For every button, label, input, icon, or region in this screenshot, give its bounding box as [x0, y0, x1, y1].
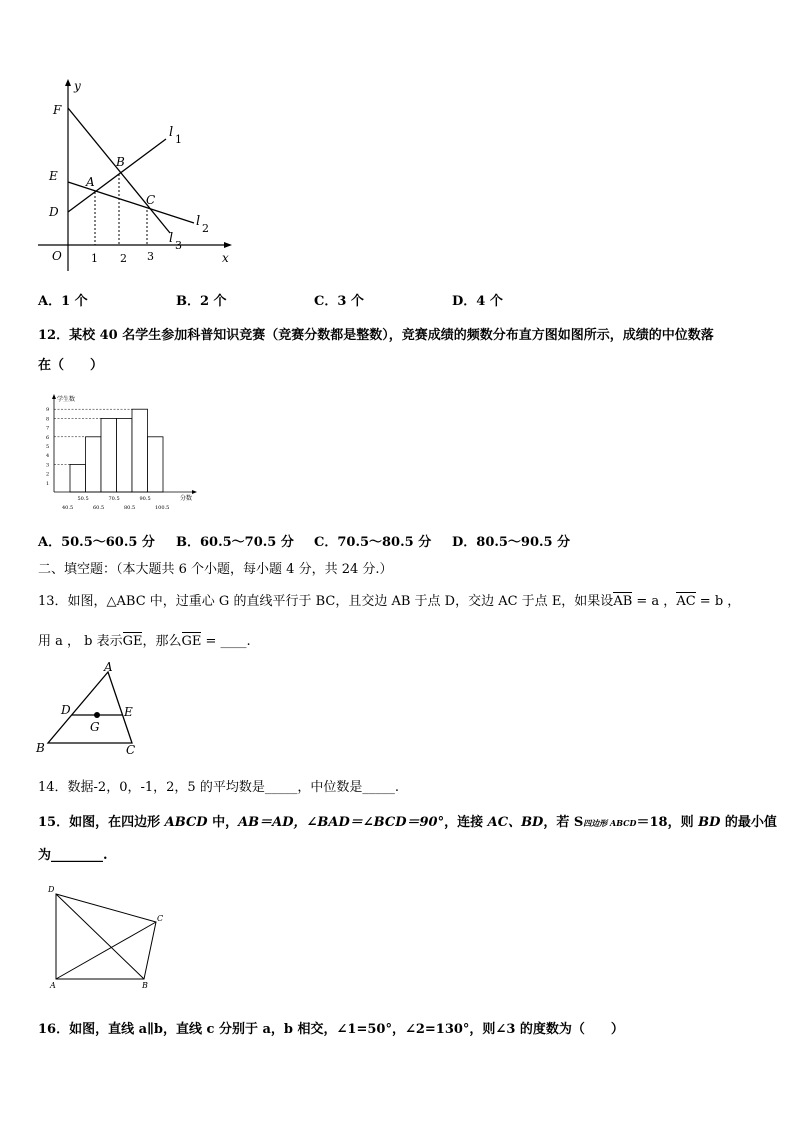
label-D: D	[49, 205, 59, 219]
label-E: E	[124, 705, 133, 719]
label-l3-sub: 3	[175, 239, 182, 252]
label-B: B	[142, 981, 148, 990]
label-x: x	[222, 251, 229, 265]
hist-xtick-label: 70.5	[108, 496, 120, 502]
label-C: C	[126, 743, 136, 757]
label-E: E	[49, 169, 58, 183]
hist-ytick-label: 1	[46, 480, 50, 487]
tick-2: 2	[120, 252, 127, 265]
q15-bd: BD	[698, 815, 721, 830]
section-2-title: 二、填空题：（本大题共 6 个小题，每小题 4 分，共 24 分.）	[38, 562, 393, 577]
q11-option-d[interactable]: D．4 个	[452, 294, 503, 309]
q15-answer-line[interactable]: 为________.	[38, 848, 108, 863]
tick-3: 3	[147, 250, 154, 263]
q13-text-p2-pre: 用 a ， b 表示	[38, 634, 123, 649]
tick-1: 1	[91, 252, 98, 265]
q13-text-p1: 13．如图，△ABC 中，过重心 G 的直线平行于 BC，且交边 AB 于点 D，交边 AC 于点 E，如果设	[38, 594, 614, 609]
label-A: A	[50, 981, 56, 990]
hist-xtick-label: 90.5	[139, 496, 151, 502]
hist-xtick-label: 80.5	[124, 505, 136, 511]
label-A: A	[104, 660, 113, 674]
q12-histogram	[40, 392, 210, 514]
label-l2-sub: 2	[202, 222, 209, 235]
q11-option-c[interactable]: C．3 个	[314, 294, 364, 309]
q15-line1	[38, 811, 777, 830]
vector-ab: AB	[613, 594, 633, 609]
hist-ytick-label: 2	[46, 471, 50, 478]
hist-xtick-label: 40.5	[62, 505, 74, 511]
hist-ytick-label: 6	[46, 434, 50, 441]
vector-ge-2: GE	[181, 634, 202, 649]
q11-option-a[interactable]: A．1 个	[38, 294, 88, 309]
q13-line1	[38, 590, 740, 609]
quadrilateral-abcd	[56, 894, 156, 979]
q12-option-b[interactable]: B．60.5～70.5 分	[176, 535, 294, 550]
q14-text: 14．数据-2，0，-1，2，5 的平均数是_____，中位数是_____.	[38, 780, 399, 795]
q12-stem-line1: 12．某校 40 名学生参加科普知识竞赛（竞赛分数都是整数），竞赛成绩的频数分布直方图如图所示，成绩的中位数落	[38, 328, 714, 343]
q15-p1-tail: 的最小值	[720, 815, 777, 830]
hist-bar-70.5-80.5	[117, 418, 133, 492]
label-l1: l	[169, 125, 174, 140]
q15-area-sub: 四边形 ABCD	[583, 818, 637, 828]
hist-ytick-label: 3	[46, 462, 50, 469]
q15-diagonals: AC、BD	[487, 815, 544, 830]
q15-p1-mid: 中，	[207, 815, 239, 830]
hist-ytick-label: 8	[46, 416, 50, 423]
label-B: B	[116, 155, 125, 169]
label-B: B	[36, 741, 45, 755]
diagonal-ac	[56, 922, 156, 979]
q15-p1-pre: 15．如图，在四边形	[38, 815, 165, 830]
hist-xlabel: 分数	[180, 495, 193, 502]
q13-answer-blank[interactable]: = ____.	[201, 634, 251, 649]
hist-ylabel: 学生数	[57, 396, 76, 403]
q11-figure	[34, 76, 244, 276]
q15-area: ，若 S	[543, 815, 584, 830]
hist-xtick-label: 60.5	[93, 505, 105, 511]
vector-ge: GE	[122, 634, 143, 649]
q13-line2	[38, 630, 251, 649]
label-D: D	[48, 885, 55, 894]
hist-bar-40.5-50.5	[70, 464, 86, 492]
label-l3: l	[169, 231, 174, 246]
q16-text: 16．如图，直线 a∥b，直线 c 分别于 a，b 相交，∠1=50°，∠2=130°，则∠3 的度数为（ ）	[38, 1022, 624, 1037]
q15-quad: ABCD	[164, 815, 208, 830]
y-axis-arrow	[65, 79, 71, 86]
q13-eq-a: = a ，	[632, 594, 677, 609]
q13-eq-b: = b ，	[695, 594, 741, 609]
label-D: D	[61, 703, 71, 717]
hist-bar-90.5-100.5	[148, 437, 164, 492]
hist-x-arrow	[192, 490, 197, 494]
q12-stem-line2: 在（ ）	[38, 358, 104, 373]
label-origin: O	[52, 249, 62, 263]
q13-figure	[34, 660, 144, 760]
vector-ac: AC	[676, 594, 696, 609]
centroid-g	[94, 712, 100, 718]
q12-option-a[interactable]: A．50.5～60.5 分	[38, 535, 155, 550]
q15-p1-end: ＝18，则	[636, 815, 699, 830]
label-A: A	[86, 175, 95, 189]
q15-condition: AB＝AD，∠BAD＝∠BCD＝90°	[238, 815, 445, 830]
hist-ytick-label: 4	[46, 453, 50, 460]
label-F: F	[53, 103, 62, 117]
q12-option-c[interactable]: C．70.5～80.5 分	[314, 535, 432, 550]
x-axis-arrow	[224, 242, 232, 248]
hist-bar-50.5-60.5	[86, 437, 102, 492]
hist-xtick-label: 100.5	[155, 505, 170, 511]
hist-xtick-label: 50.5	[77, 496, 89, 502]
label-G: G	[90, 720, 100, 734]
q15-figure	[44, 882, 174, 992]
q13-text-p2-mid: ，那么	[142, 634, 182, 649]
label-l2: l	[196, 214, 201, 229]
label-y: y	[74, 79, 81, 93]
q12-option-d[interactable]: D．80.5～90.5 分	[452, 535, 571, 550]
label-C: C	[157, 914, 164, 923]
label-l1-sub: 1	[175, 133, 182, 146]
label-C: C	[146, 193, 156, 207]
hist-bar-80.5-90.5	[132, 409, 148, 492]
hist-bar-60.5-70.5	[101, 418, 117, 492]
q11-option-b[interactable]: B．2 个	[176, 294, 227, 309]
hist-ytick-label: 5	[46, 444, 50, 450]
hist-y-arrow	[52, 394, 56, 399]
q15-p1-mid2: ，连接	[444, 815, 488, 830]
hist-ytick-label: 7	[46, 425, 50, 432]
hist-ytick-label: 9	[46, 407, 50, 414]
